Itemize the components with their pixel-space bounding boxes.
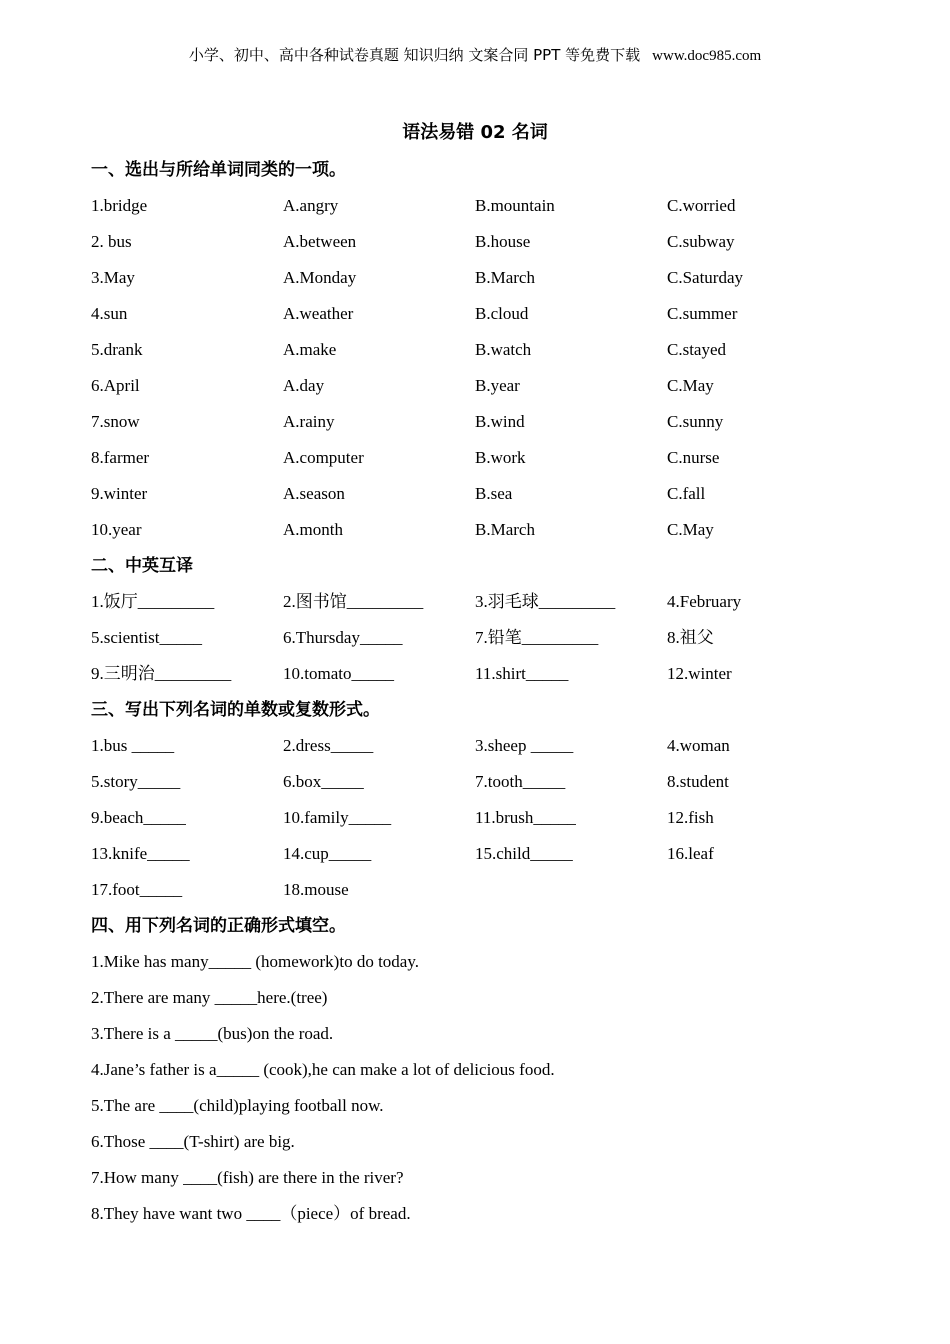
section-2-rows: [91, 584, 871, 692]
question-row: [91, 440, 871, 476]
question-stem: 8.farmer: [91, 448, 150, 467]
option-a: A.make: [283, 340, 337, 359]
section-2-title: 二、中英互译: [91, 556, 193, 576]
translation-item: 6.Thursday_____: [283, 628, 403, 647]
option-b: B.mountain: [475, 196, 555, 215]
option-c: C.May: [667, 520, 714, 539]
fill-blank-sentence: 1.Mike has many_____ (homework)to do today.: [91, 952, 419, 971]
question-stem: 1.bridge: [91, 196, 148, 215]
question-row: [91, 260, 871, 296]
translation-item: 11.shirt_____: [475, 664, 569, 683]
question-row: [91, 188, 871, 224]
header-text: 小学、初中、高中各种试卷真题 知识归纳 文案合同 PPT 等免费下载: [188, 46, 641, 64]
plural-item: 16.leaf: [667, 844, 714, 863]
option-c: C.May: [667, 376, 714, 395]
plural-item: 6.box_____: [283, 772, 364, 791]
option-a: A.between: [283, 232, 357, 251]
plural-item: 12.fish: [667, 808, 714, 827]
option-a: A.weather: [283, 304, 354, 323]
option-a: A.month: [283, 520, 343, 539]
option-a: A.rainy: [283, 412, 335, 431]
option-c: C.worried: [667, 196, 736, 215]
plural-item: 10.family_____: [283, 808, 392, 827]
option-b: B.house: [475, 232, 531, 251]
option-a: A.computer: [283, 448, 364, 467]
header-site: www.doc985.com: [652, 48, 762, 64]
translation-row: [91, 584, 871, 620]
question-stem: 2. bus: [91, 232, 132, 251]
question-stem: 5.drank: [91, 340, 143, 359]
option-c: C.stayed: [667, 340, 727, 359]
document-title: 语法易错 02 名词: [402, 122, 548, 143]
page-header: [0, 44, 950, 67]
translation-item: 4.February: [667, 592, 742, 611]
translation-item: 3.羽毛球_________: [475, 592, 616, 611]
option-c: C.Saturday: [667, 268, 744, 287]
question-row: [91, 332, 871, 368]
section-3-rows: [91, 728, 871, 908]
question-row: [91, 476, 871, 512]
option-c: C.subway: [667, 232, 735, 251]
option-b: B.March: [475, 520, 535, 539]
plural-item: 7.tooth_____: [475, 772, 566, 791]
section-1-title: 一、选出与所给单词同类的一项。: [91, 160, 346, 180]
option-b: B.wind: [475, 412, 525, 431]
option-b: B.watch: [475, 340, 532, 359]
option-b: B.work: [475, 448, 526, 467]
question-row: [91, 368, 871, 404]
section-4-title: 四、用下列名词的正确形式填空。: [91, 916, 346, 936]
plural-item: 9.beach_____: [91, 808, 186, 827]
option-a: A.day: [283, 376, 325, 395]
option-b: B.March: [475, 268, 535, 287]
option-c: C.nurse: [667, 448, 720, 467]
plural-item: 18.mouse: [283, 880, 349, 899]
plural-item: 11.brush_____: [475, 808, 576, 827]
plural-row: [91, 764, 871, 800]
question-row: [91, 512, 871, 548]
plural-item: 5.story_____: [91, 772, 181, 791]
translation-item: 10.tomato_____: [283, 664, 394, 683]
plural-item: [475, 872, 667, 908]
option-b: B.sea: [475, 484, 513, 503]
plural-row: [91, 728, 871, 764]
fill-blank-sentence: 2.There are many _____here.(tree): [91, 988, 328, 1007]
translation-item: 5.scientist_____: [91, 628, 202, 647]
plural-item: 15.child_____: [475, 844, 573, 863]
fill-blank-sentence: 3.There is a _____(bus)on the road.: [91, 1024, 334, 1043]
option-c: C.summer: [667, 304, 738, 323]
question-stem: 7.snow: [91, 412, 140, 431]
plural-item: 8.student: [667, 772, 729, 791]
plural-item: [667, 872, 867, 908]
fill-blank-sentence: 7.How many ____(fish) are there in the river?: [91, 1168, 404, 1187]
plural-row: [91, 836, 871, 872]
fill-blank-sentence: 6.Those ____(T-shirt) are big.: [91, 1132, 295, 1151]
question-row: [91, 296, 871, 332]
option-b: B.cloud: [475, 304, 529, 323]
plural-row: [91, 872, 871, 908]
plural-item: 4.woman: [667, 736, 730, 755]
fill-blank-sentence: 4.Jane’s father is a_____ (cook),he can make a lot of delicious food.: [91, 1060, 555, 1079]
option-a: A.season: [283, 484, 345, 503]
section-3-title: 三、写出下列名词的单数或复数形式。: [91, 700, 380, 720]
fill-blank-sentence: 8.They have want two ____（piece）of bread.: [91, 1204, 411, 1223]
fill-blank-sentence: 5.The are ____(child)playing football now.: [91, 1096, 384, 1115]
translation-row: [91, 656, 871, 692]
plural-row: [91, 800, 871, 836]
question-stem: 6.April: [91, 376, 140, 395]
translation-item: 2.图书馆_________: [283, 592, 424, 611]
question-stem: 4.sun: [91, 304, 128, 323]
translation-item: 1.饭厅_________: [91, 592, 215, 611]
option-b: B.year: [475, 376, 520, 395]
plural-item: 17.foot_____: [91, 880, 183, 899]
option-c: C.fall: [667, 484, 706, 503]
question-stem: 10.year: [91, 520, 142, 539]
question-row: [91, 224, 871, 260]
document-body: [91, 152, 871, 1232]
section-4-lines: [91, 944, 871, 1232]
translation-item: 7.铅笔_________: [475, 628, 599, 647]
translation-row: [91, 620, 871, 656]
option-a: A.Monday: [283, 268, 357, 287]
question-row: [91, 404, 871, 440]
question-stem: 9.winter: [91, 484, 148, 503]
plural-item: 14.cup_____: [283, 844, 372, 863]
plural-item: 3.sheep _____: [475, 736, 574, 755]
translation-item: 9.三明治_________: [91, 664, 232, 683]
plural-item: 13.knife_____: [91, 844, 190, 863]
option-a: A.angry: [283, 196, 339, 215]
section-1-rows: [91, 188, 871, 548]
plural-item: 2.dress_____: [283, 736, 374, 755]
plural-item: 1.bus _____: [91, 736, 175, 755]
translation-item: 12.winter: [667, 664, 732, 683]
question-stem: 3.May: [91, 268, 135, 287]
translation-item: 8.祖父: [667, 628, 714, 647]
option-c: C.sunny: [667, 412, 724, 431]
